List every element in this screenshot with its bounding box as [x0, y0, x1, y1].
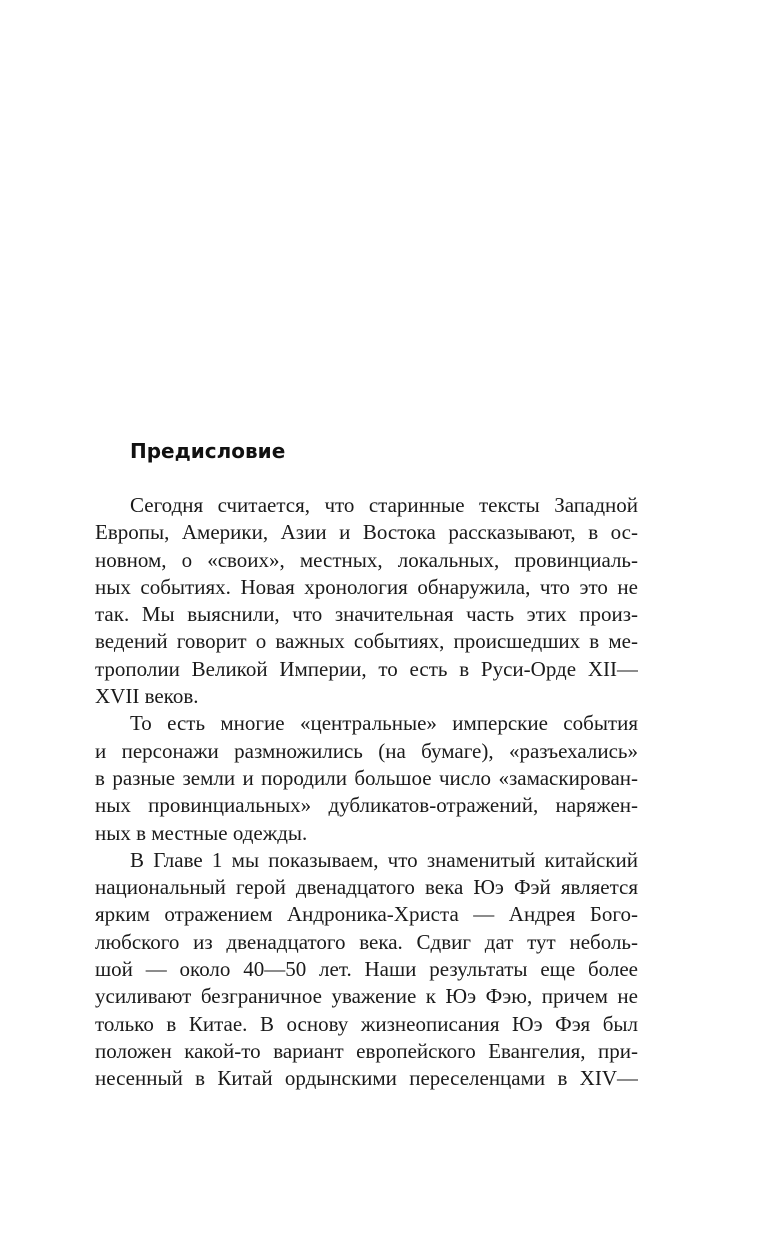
text-line: любского из двенадцатого века. Сдвиг дат тут неболь- — [95, 929, 638, 954]
text-line: несенный в Китай ордынскими переселенцами в XIV— — [95, 1066, 638, 1091]
paragraph-2 — [95, 710, 638, 846]
text-line: усиливают безграничное уважение к Юэ Фэю, причем не — [95, 984, 638, 1009]
text-line: Европы, Америки, Азии и Востока рассказывают, в ос- — [95, 520, 638, 545]
text-line: шой — около 40—50 лет. Наши результаты еще более — [95, 957, 638, 982]
text-line: трополии Великой Империи, то есть в Руси-Орде XII— — [95, 656, 638, 681]
chapter-heading: Предисловие — [130, 439, 286, 463]
text-line: так. Мы выяснили, что значительная часть этих произ- — [95, 602, 638, 627]
text-line: ведений говорит о важных событиях, происшедших в ме- — [95, 629, 638, 654]
text-line: В Главе 1 мы показываем, что знаменитый китайский — [130, 847, 638, 872]
text-line: национальный герой двенадцатого века Юэ Фэй является — [95, 875, 638, 900]
text-line: То есть многие «центральные» имперские события — [130, 711, 638, 736]
text-line: ных провинциальных» дубликатов-отражений, наряжен- — [95, 793, 638, 818]
text-line: Сегодня считается, что старинные тексты Западной — [130, 493, 638, 517]
text-line: в разные земли и породили большое число «замаскирован- — [95, 765, 638, 790]
text-line: и персонажи размножились (на бумаге), «разъехались» — [95, 738, 638, 763]
text-line: только в Китае. В основу жизнеописания Юэ Фэя был — [95, 1011, 638, 1036]
text-line: ных в местные одежды. — [95, 820, 308, 845]
text-line: ных событиях. Новая хронология обнаружила, что это не — [95, 574, 638, 599]
text-line: XVII веков. — [95, 684, 199, 709]
text-line: положен какой-то вариант европейского Евангелия, при- — [95, 1038, 638, 1063]
paragraph-3 — [95, 847, 638, 1093]
text-line: новном, о «своих», местных, локальных, провинциаль- — [95, 547, 638, 572]
body-text — [95, 492, 638, 1093]
text-line: ярким отражением Андроника-Христа — Андрея Бого- — [95, 902, 638, 927]
paragraph-1 — [95, 492, 638, 710]
